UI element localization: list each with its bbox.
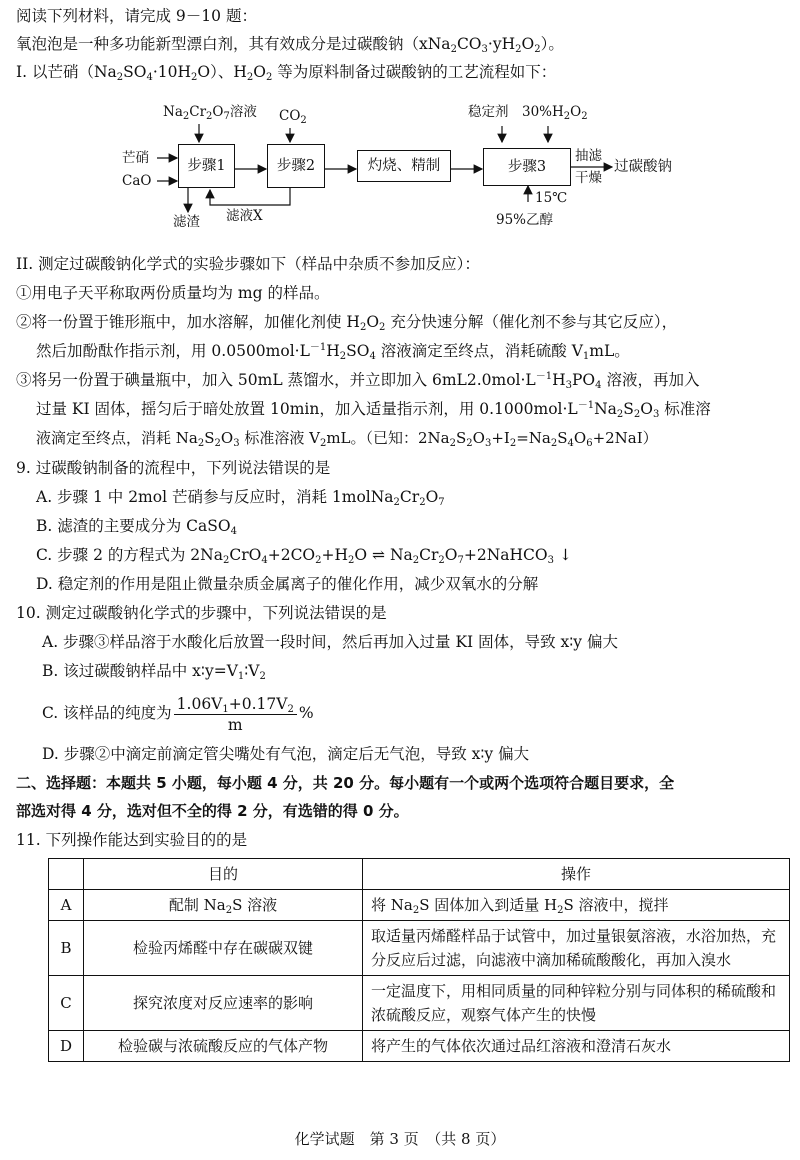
question-10-option-b: B. 该过碳酸钠样品中 $x∶y=V_1∶V_2$ — [42, 662, 266, 682]
step-2-text-line2: 然后加酚酞作指示剂，用 $0.0500mol\cdot L^{-1}H_2SO_4$ 溶液滴定至终点，消耗硫酸 $V_1mL$。 — [36, 342, 630, 362]
intro-definition: 氧泡泡是一种多功能新型漂白剂，其有效成分是过碳酸钠$(xNa_2CO_3\cdot yH_2O_2)$。 — [16, 35, 564, 55]
row-a-operation: 将 $Na_2S$ 固体加入到适量 $H_2S$ 溶液中，搅拌 — [363, 890, 790, 921]
question-9-option-d: D. 稳定剂的作用是阻止微量杂质金属离子的催化作用，减少双氧水的分解 — [36, 575, 539, 593]
burn-refine-box: 灼烧、精制 — [357, 150, 451, 182]
row-d-operation: 将产生的气体依次通过品红溶液和澄清石灰水 — [363, 1031, 790, 1062]
section-2-heading-line1: 二、选择题：本题共 5 小题，每小题 4 分，共 20 分。每小题有一个或两个选项符合题目要求，全 — [16, 774, 675, 792]
question-9-option-a: A. 步骤 1 中 2mol 芒硝参与反应时，消耗 $1molNa_2Cr_2O_7$ — [36, 488, 445, 508]
reagent-stabilizer: 稳定剂 — [468, 104, 509, 120]
step-2-text-line1: ②将一份置于锥形瓶中，加水溶解，加催化剂使 $H_2O_2$ 充分快速分解（催化剂不参与其它反应）， — [16, 313, 678, 333]
step2-box: 步骤2 — [267, 144, 325, 188]
table-row — [49, 1031, 790, 1062]
question-9-stem: 9. 过碳酸钠制备的流程中，下列说法错误的是 — [16, 459, 331, 477]
question-10-stem: 10. 测定过碳酸钠化学式的步骤中，下列说法错误的是 — [16, 604, 387, 622]
purity-fraction: $\frac{1.06V_1+0.17V_2}{m}$ — [174, 694, 297, 735]
row-label-d: D — [49, 1031, 84, 1062]
ethanol-label: 95%乙醇 — [496, 212, 554, 228]
product-label: 过碳酸钠 — [614, 159, 672, 175]
question-10-option-c: C. 该样品的纯度为 $\frac{1.06V_1+0.17V_2}{m}$ % — [42, 694, 314, 734]
row-label-a: A — [49, 890, 84, 921]
table-row — [49, 976, 790, 1031]
residue-label: 滤渣 — [173, 214, 200, 230]
row-label-c: C — [49, 976, 84, 1031]
row-d-purpose: 检验碳与浓硫酸反应的气体产物 — [84, 1031, 363, 1062]
op-suction-filter: 抽滤 — [575, 148, 602, 164]
step1-box: 步骤1 — [178, 144, 235, 188]
table-row — [49, 890, 790, 921]
reagent-co2: $CO_2$ — [279, 108, 307, 126]
intro-line: 阅读下列材料，请完成 9－10 题： — [16, 7, 257, 25]
table-header-blank — [49, 859, 84, 890]
reagent-dichromate: $Na_2Cr_2O_7$溶液 — [163, 104, 257, 122]
question-9-option-b: B. 滤渣的主要成分为 CaSO$_4$ — [36, 517, 237, 537]
row-b-purpose: 检验丙烯醛中存在碳碳双键 — [84, 921, 363, 976]
row-a-purpose: 配制 $Na_2S$ 溶液 — [84, 890, 363, 921]
table-header-row — [49, 859, 790, 890]
step-3-text-line2: 过量 KI 固体，摇匀后于暗处放置 10min，加入适量指示剂，用 $0.1000mol\cdot L^{-1}Na_2S_2O_3$ 标准溶 — [36, 400, 711, 420]
reagent-h2o2: $30\%H_2O_2$ — [522, 104, 588, 122]
part2-heading: II. 测定过碳酸钠化学式的实验步骤如下（样品中杂质不参加反应）： — [16, 255, 480, 273]
question-11-table — [48, 858, 790, 1062]
question-10-option-a: A. 步骤③样品溶于水酸化后放置一段时间，然后再加入过量 KI 固体，导致 x∶y 偏大 — [42, 633, 618, 651]
row-c-purpose: 探究浓度对反应速率的影响 — [84, 976, 363, 1031]
flow-arrows — [0, 0, 800, 260]
page-footer: 化学试题 第 3 页 （共 8 页） — [294, 1130, 506, 1148]
question-9-option-c: C. 步骤 2 的方程式为 $2Na_2CrO_4+2CO_2+H_2O$ ⇌ $Na_2Cr_2O_7+2NaHCO_3$ ↓ — [36, 546, 572, 566]
table-header-operation: 操作 — [363, 859, 790, 890]
step-1-text: ①用电子天平称取两份质量均为 mg 的样品。 — [16, 284, 330, 302]
input-cao: CaO — [122, 173, 152, 189]
table-row — [49, 921, 790, 976]
row-b-operation: 取适量丙烯醛样品于试管中，加过量银氨溶液，水浴加热，充分反应后过滤，向滤液中滴加稀硫酸酸化，再加入溴水 — [363, 921, 790, 976]
step-3-text-line1: ③将另一份置于碘量瓶中，加入 50mL 蒸馏水，并立即加入 $6mL2.0mol\cdot L^{-1}H_3PO_4$ 溶液，再加入 — [16, 371, 700, 391]
step3-box: 步骤3 — [483, 148, 571, 186]
arrow-filtrate-loop — [210, 186, 290, 205]
filtrate-label: 滤液X — [226, 208, 263, 224]
temperature-label: 15℃ — [535, 190, 568, 206]
row-c-operation: 一定温度下，用相同质量的同种锌粒分别与同体积的稀硫酸和浓硫酸反应，观察气体产生的快慢 — [363, 976, 790, 1031]
row-label-b: B — [49, 921, 84, 976]
input-mangxiao: 芒硝 — [122, 150, 149, 166]
step-3-text-line3: 液滴定至终点，消耗 $Na_2S_2O_3$ 标准溶液 $V_2mL$。（已知：$2Na_2S_2O_3+I_2=Na_2S_4O_6+2NaI$） — [36, 429, 658, 449]
question-10-option-d: D. 步骤②中滴定前滴定管尖嘴处有气泡，滴定后无气泡，导致 x∶y 偏大 — [42, 745, 530, 763]
section-2-heading-line2: 部选对得 4 分，选对但不全的得 2 分，有选错的得 0 分。 — [16, 802, 409, 820]
part1-heading: I. 以芒硝$(Na_2SO_4\cdot 10H_2O)$、$H_2O_2$ 等为原料制备过碳酸钠的工艺流程如下： — [16, 63, 557, 83]
table-header-purpose: 目的 — [84, 859, 363, 890]
op-dry: 干燥 — [575, 170, 602, 186]
question-11-stem: 11. 下列操作能达到实验目的的是 — [16, 831, 248, 849]
